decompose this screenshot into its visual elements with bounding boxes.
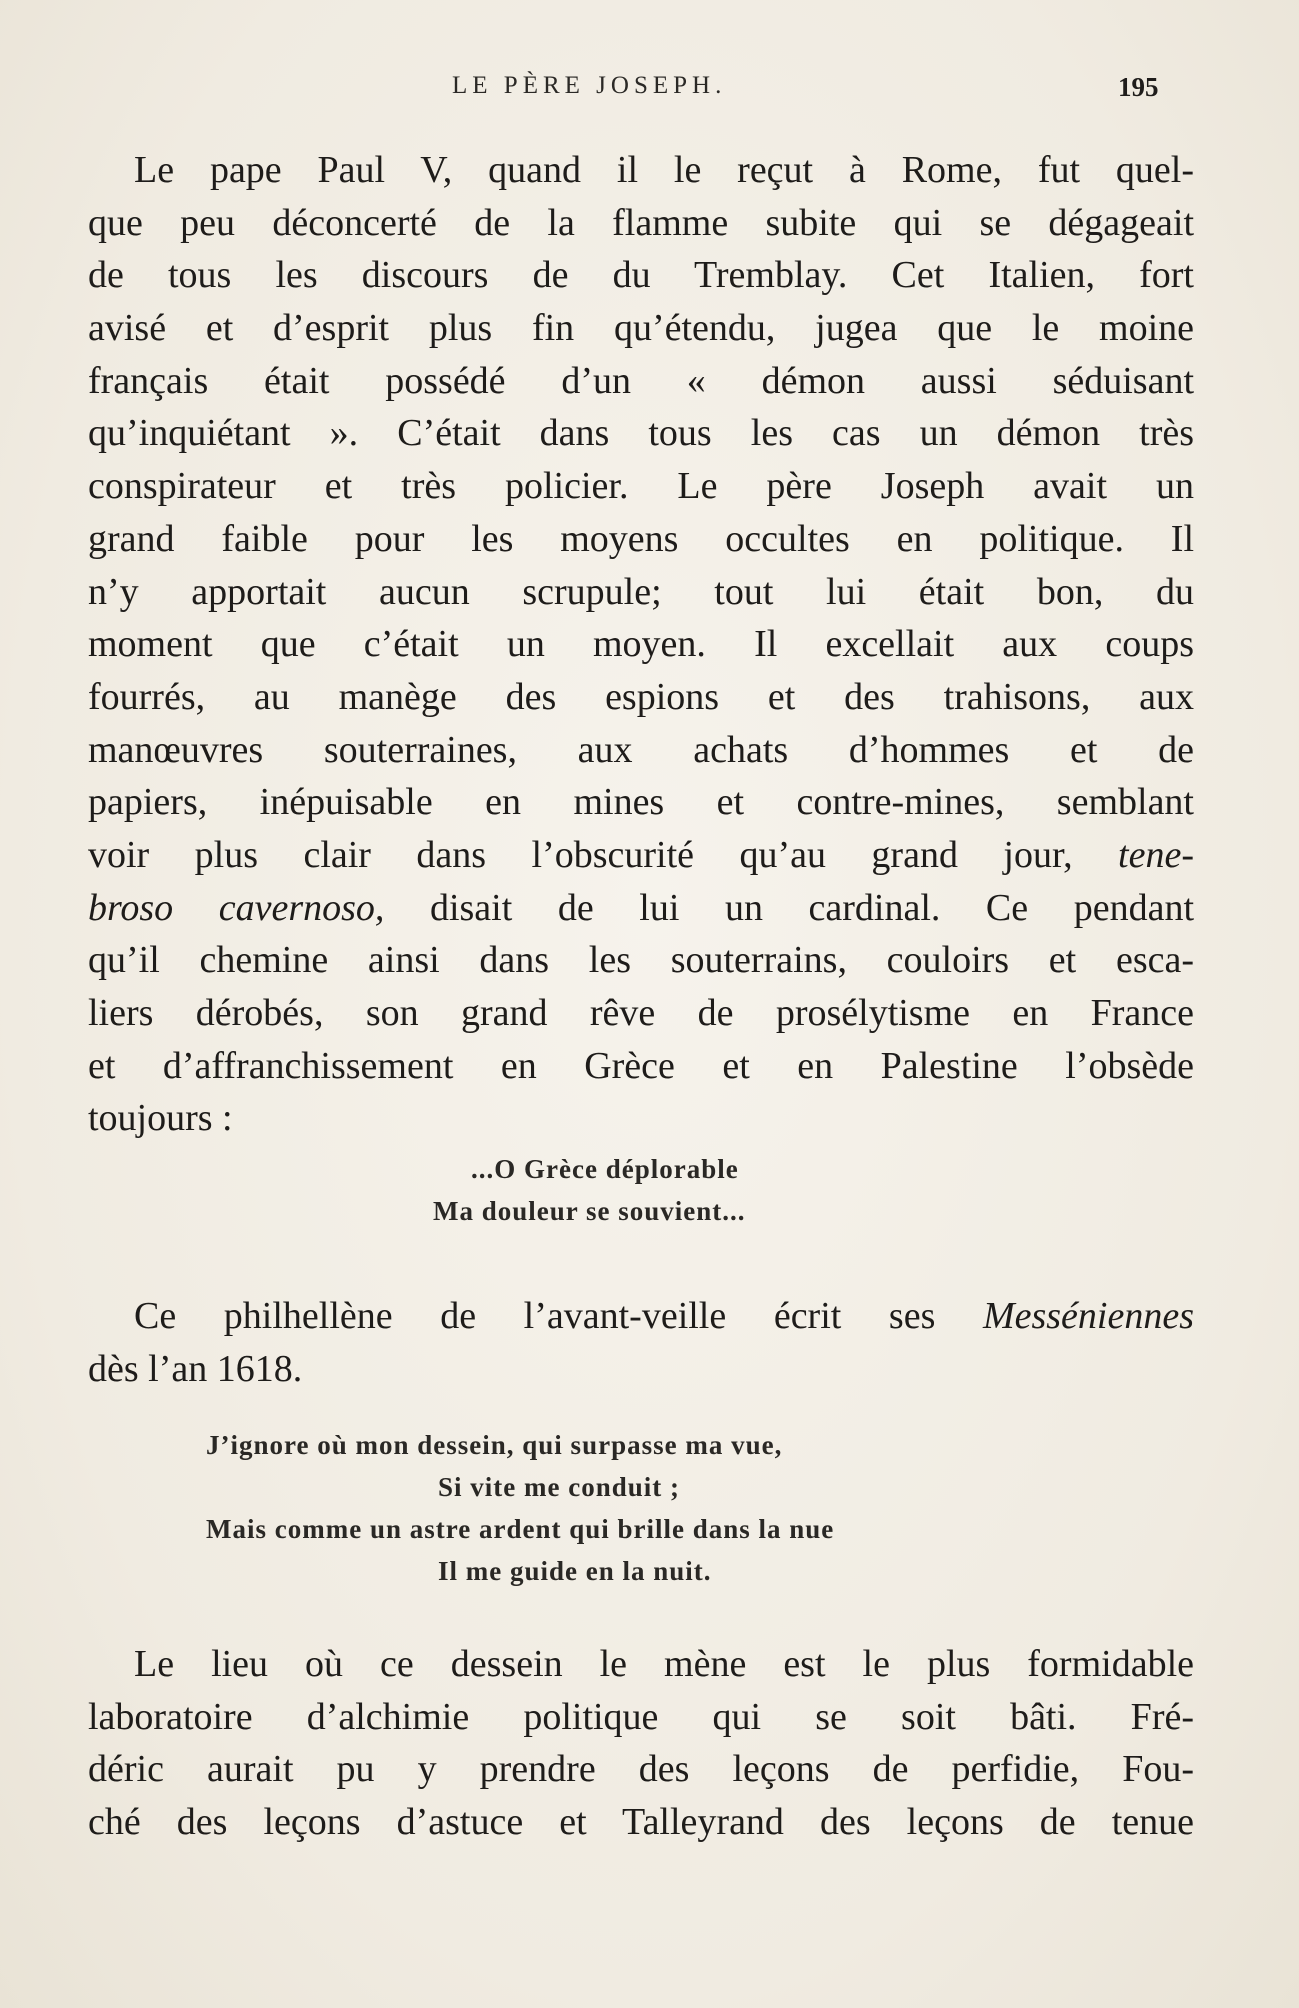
text-line: conspirateur et très policier. Le père Joseph avait un	[88, 465, 1194, 508]
text-line: grand faible pour les moyens occultes en politique. Il	[88, 517, 1194, 560]
italic-text: Messéniennes	[982, 1295, 1194, 1337]
text-line	[88, 1290, 1194, 1343]
text-line	[88, 882, 1194, 935]
text-line: de tous les discours de du Tremblay. Cet Italien, fort	[88, 254, 1194, 297]
page-number: 195	[1118, 72, 1159, 102]
italic-text: broso cavernoso,	[88, 886, 385, 929]
text-line: déric aurait pu y prendre des leçons de perfidie, Fou-	[88, 1748, 1194, 1791]
page-header	[0, 72, 1299, 112]
text-line: laboratoire d’alchimie politique qui se soit bâti. Fré-	[88, 1695, 1194, 1738]
text-line: dès l’an 1618.	[88, 1347, 303, 1390]
verse-line: Si vite me conduit ;	[438, 1472, 680, 1502]
running-title: LE PÈRE JOSEPH.	[452, 72, 727, 99]
text-line: manœuvres souterraines, aux achats d’hommes et de	[88, 728, 1194, 771]
text-line: n’y apportait aucun scrupule; tout lui était bon, du	[88, 570, 1194, 613]
paragraph-3	[88, 1638, 1194, 1849]
text-line: moment que c’était un moyen. Il excellait aux coups	[88, 623, 1194, 666]
paragraph-1	[88, 144, 1194, 1145]
text-line: ché des leçons d’astuce et Talleyrand des leçons de tenue	[88, 1801, 1194, 1844]
text-line: et d’affranchissement en Grèce et en Palestine l’obsède	[88, 1044, 1194, 1087]
text-line: avisé et d’esprit plus fin qu’étendu, jugea que le moine	[88, 307, 1194, 350]
text-line: toujours :	[88, 1097, 233, 1140]
text-line: qu’il chemine ainsi dans les souterrains, couloirs et esca-	[88, 939, 1194, 982]
italic-text: tene-	[1118, 833, 1194, 876]
text-line: Le pape Paul V, quand il le reçut à Rome, fut quel-	[134, 149, 1194, 191]
verse-line: Il me guide en la nuit.	[438, 1556, 712, 1586]
text-line: que peu déconcerté de la flamme subite qui se dégageait	[88, 201, 1194, 244]
text-run: Ce philhellène de l’avant-veille écrit ses	[134, 1295, 983, 1337]
text-line: qu’inquiétant ». C’était dans tous les cas un démon très	[88, 412, 1194, 455]
text-line: français était possédé d’un « démon aussi séduisant	[88, 359, 1194, 402]
text-line: fourrés, au manège des espions et des trahisons, aux	[88, 675, 1194, 718]
paragraph-2	[88, 1290, 1194, 1395]
verse-quote-1	[0, 1148, 1299, 1232]
verse-line: J’ignore où mon dessein, qui surpasse ma vue,	[206, 1430, 783, 1460]
text-run: voir plus clair dans l’obscurité qu’au grand jour,	[88, 833, 1119, 876]
verse-line: ...O Grèce déplorable	[471, 1154, 739, 1184]
verse-line: Mais comme un astre ardent qui brille dans la nue	[206, 1514, 835, 1544]
text-run: disait de lui un cardinal. Ce pendant	[384, 886, 1194, 929]
text-line: Le lieu où ce dessein le mène est le plus formidable	[134, 1643, 1194, 1685]
text-line	[88, 829, 1194, 882]
verse-line: Ma douleur se souvient...	[433, 1196, 746, 1226]
text-line: papiers, inépuisable en mines et contre-mines, semblant	[88, 781, 1194, 824]
verse-quote-2	[0, 1424, 1299, 1592]
text-line: liers dérobés, son grand rêve de prosélytisme en France	[88, 992, 1194, 1034]
